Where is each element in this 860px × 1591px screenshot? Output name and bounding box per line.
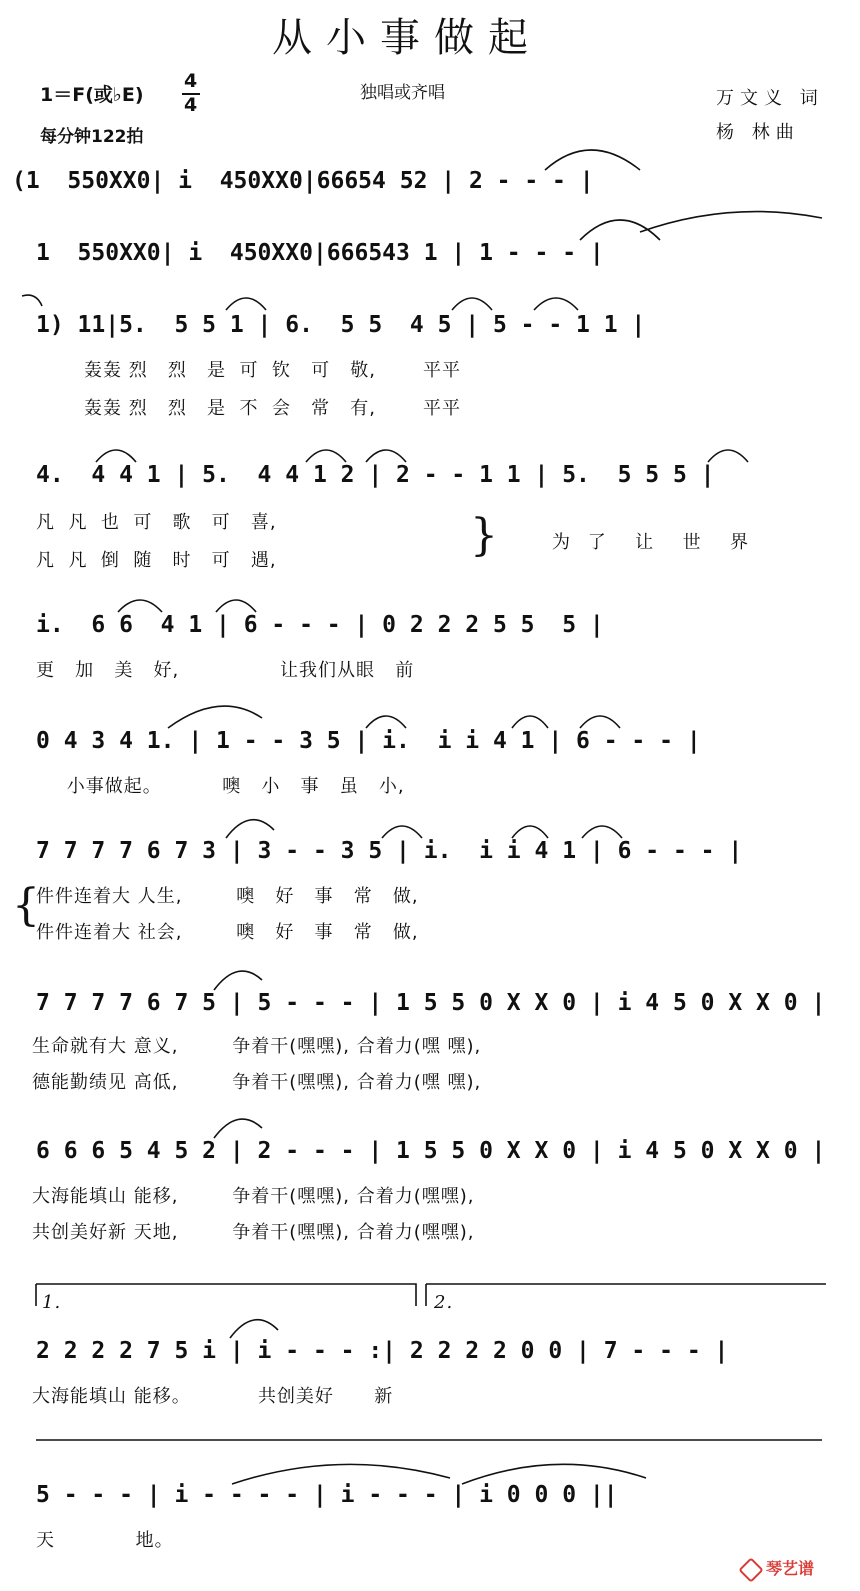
notation-line-4: 4. 4 4 1 | 5. 4 4 1 2 | 2 - - 1 1 | 5. 5 5 5 | — [36, 462, 715, 488]
lyric-line-10: 大海能填山 能移。 共创美好 新 — [32, 1386, 394, 1407]
lyric-line-7-b: 件件连着大 社会, 噢 好 事 常 做, — [36, 922, 419, 943]
key-signature: 1＝F(或♭E) — [40, 84, 144, 106]
notation-line-9: 6 6 6 5 4 5 2 | 2 - - - | 1 5 5 0 X X 0 | i 4 5 0 X X 0 | — [36, 1138, 826, 1164]
watermark-logo — [742, 1556, 814, 1579]
lyricist-credit: 万文义 词 — [716, 88, 824, 109]
notation-line-5: i. 6 6 4 1 | 6 - - - | 0 2 2 2 5 5 5 | — [36, 612, 604, 638]
lyric-brace-right: } — [470, 510, 498, 561]
lyric-line-9-b: 共创美好新 天地, 争着干(嘿嘿), 合着力(嘿嘿), — [32, 1222, 475, 1243]
notation-line-1: (1 550XX0| i 450XX0|66654 52 | 2 - - - | — [12, 168, 594, 194]
performance-note: 独唱或齐唱 — [360, 83, 445, 103]
lyric-line-3-b: 轰轰 烈 烈 是 不 会 常 有, 平平 — [84, 398, 462, 419]
lyric-brace-left: { — [12, 880, 40, 931]
tempo-marking: 每分钟122拍 — [40, 127, 144, 147]
lyric-line-5: 更 加 美 好, 让我们从眼 前 — [36, 660, 415, 681]
logo-icon — [738, 1557, 763, 1582]
lyric-line-4-b: 凡 凡 倒 随 时 可 遇, — [36, 550, 277, 571]
notation-line-2: 1 550XX0| i 450XX0|666543 1 | 1 - - - | — [36, 240, 604, 266]
notation-line-7: 7 7 7 7 6 7 3 | 3 - - 3 5 | i. i i 4 1 | 6 - - - | — [36, 838, 743, 864]
notation-line-3: 1) 11|5. 5 5 1 | 6. 5 5 4 5 | 5 - - 1 1 | — [36, 312, 646, 338]
lyric-line-3-a: 轰轰 烈 烈 是 可 钦 可 敬, 平平 — [84, 360, 462, 381]
time-signature-bottom: 4 — [184, 94, 198, 116]
watermark-text: 琴艺谱 — [766, 1559, 815, 1578]
lyric-line-11: 天 地。 — [36, 1530, 174, 1551]
lyric-line-6: 小事做起。 噢 小 事 虽 小, — [60, 776, 405, 797]
composer-credit: 杨 林曲 — [716, 122, 800, 143]
lyric-line-8-b: 德能勤绩见 高低, 争着干(嘿嘿), 合着力(嘿 嘿), — [32, 1072, 482, 1093]
lyric-line-9-a: 大海能填山 能移, 争着干(嘿嘿), 合着力(嘿嘿), — [32, 1186, 475, 1207]
notation-line-8: 7 7 7 7 6 7 5 | 5 - - - | 1 5 5 0 X X 0 | i 4 5 0 X X 0 | — [36, 990, 826, 1016]
notation-line-11: 5 - - - | i - - - - | i - - - | i 0 0 0 || — [36, 1482, 618, 1508]
lyric-line-7-a: 件件连着大 人生, 噢 好 事 常 做, — [36, 886, 419, 907]
notation-line-10: 2 2 2 2 7 5 i | i - - - :| 2 2 2 2 0 0 | 7 - - - | — [36, 1338, 729, 1364]
side-lyric: 为 了 让 世 界 — [552, 532, 755, 553]
volta-2-label: 2. — [434, 1292, 454, 1313]
song-title: 从小事做起 — [272, 15, 542, 61]
time-signature-top: 4 — [184, 70, 198, 92]
volta-1-label: 1. — [42, 1292, 62, 1313]
lyric-line-4-a: 凡 凡 也 可 歌 可 喜, — [36, 512, 277, 533]
notation-line-6: 0 4 3 4 1. | 1 - - 3 5 | i. i i 4 1 | 6 - - - | — [36, 728, 701, 754]
lyric-line-8-a: 生命就有大 意义, 争着干(嘿嘿), 合着力(嘿 嘿), — [32, 1036, 482, 1057]
